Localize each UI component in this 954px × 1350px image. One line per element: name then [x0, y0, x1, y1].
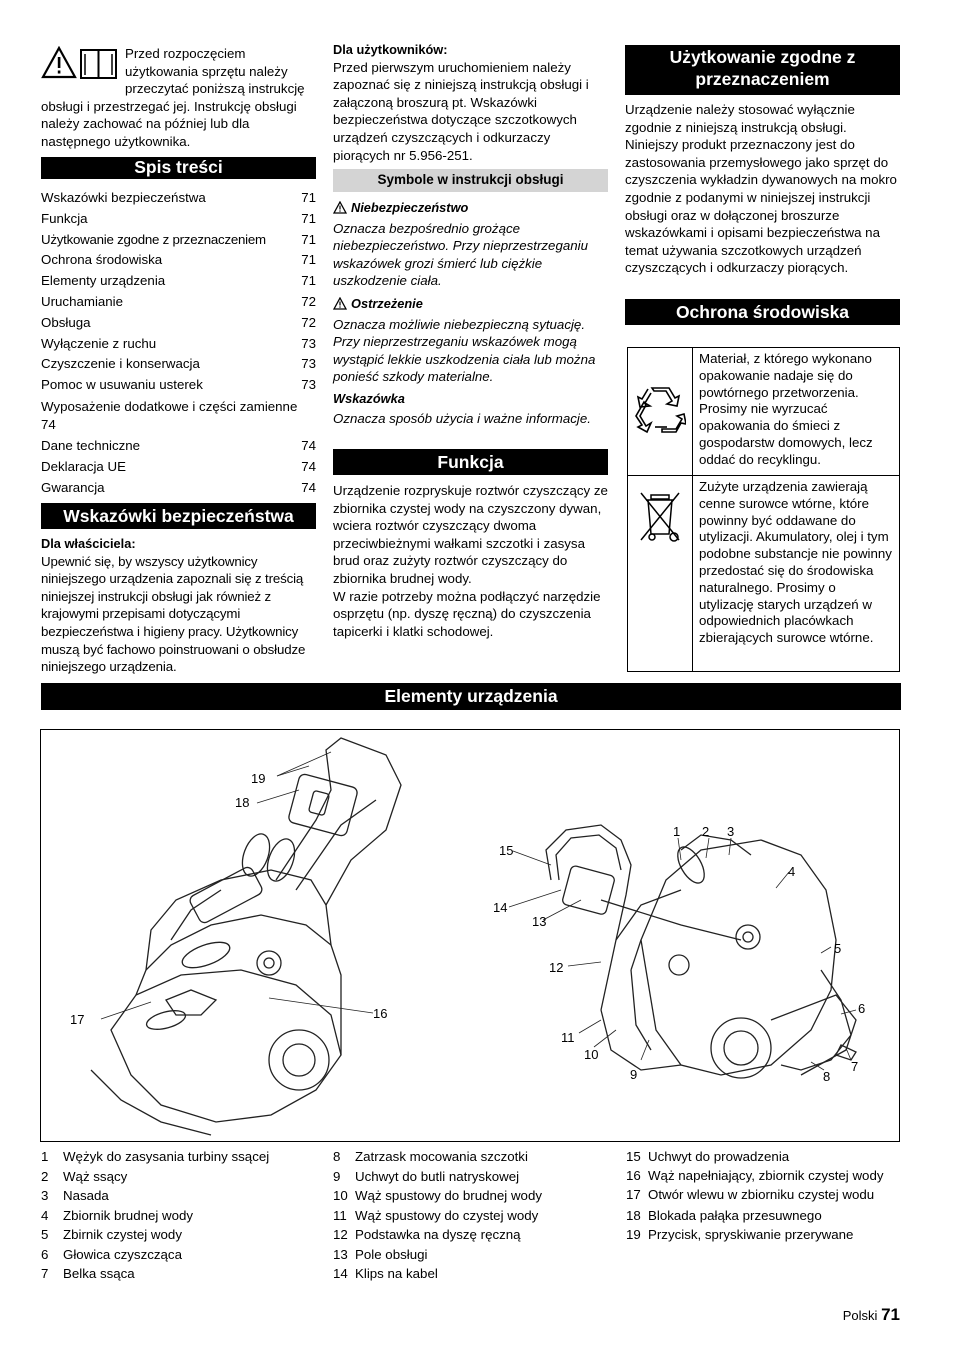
legend-item-number: 6	[41, 1246, 49, 1262]
intro-text-first: Przed rozpoczęciem użytkowania sprzętu należy	[125, 46, 288, 79]
legend-item	[41, 1147, 321, 1167]
legend-item-number: 7	[41, 1266, 49, 1281]
callout-number: 15	[499, 843, 514, 858]
left-front-window	[179, 937, 233, 973]
callout-number: 17	[70, 1012, 85, 1027]
danger-text: Oznacza bezpośrednio grożące niebezpieczeństwo. Przy nieprzestrzeganiu wskazówek grozi śmierć lub ciężkie uszkodzenie ciała.	[333, 220, 588, 289]
legend-item-label: Zatrzask mocowania szczotki	[355, 1149, 528, 1164]
legend-item-label: Wąż spustowy do brudnej wody	[355, 1188, 542, 1203]
danger-label: Niebezpieczeństwo	[351, 200, 469, 215]
note-text: Oznacza sposób użycia i ważne informacje.	[333, 410, 591, 426]
legend-col-3	[626, 1147, 901, 1245]
toc-item-label: Uruchamianie	[41, 293, 124, 309]
right-control-panel	[562, 865, 616, 915]
safety-title: Wskazówki bezpieczeństwa	[63, 506, 294, 526]
callout-number: 8	[823, 1069, 831, 1084]
legend-item	[333, 1245, 613, 1265]
toc-item-page: 74	[301, 479, 316, 495]
toc-item[interactable]	[41, 230, 316, 251]
legend-item-label: Wężyk do zasysania turbiny ssącej	[63, 1149, 270, 1164]
function-title: Funkcja	[437, 452, 504, 472]
legend-item-number: 3	[41, 1188, 49, 1203]
toc-item-label: Wskazówki bezpieczeństwa	[41, 190, 206, 205]
legend-item-label: Nasada	[63, 1188, 109, 1203]
callout-number: 19	[251, 771, 266, 786]
legend-item-label: Zbiornik brudnej wody	[63, 1207, 194, 1223]
toc-item-page: 74	[301, 458, 316, 474]
toc-item-page: 74	[41, 416, 56, 432]
toc-item-page: 73	[301, 335, 316, 351]
toc-item[interactable]	[41, 250, 316, 271]
right-handle	[546, 825, 631, 940]
intro-block	[41, 45, 316, 151]
recycle-text: Materiał, z którego wykonano opakowanie nadaje się do powtórnego przetworzenia. Prosimy nie wyrzucać opakowania do śmieci z gospodarstw domowych, lecz oddać do recyklingu.	[693, 348, 900, 476]
callout-number: 9	[630, 1067, 638, 1082]
legend-item-label: Blokada pałąka przesuwnego	[648, 1207, 822, 1223]
legend-item	[333, 1186, 613, 1206]
callout-number: 12	[549, 960, 564, 975]
function-section	[333, 482, 608, 640]
legend-item	[333, 1167, 613, 1187]
toc-item[interactable]	[41, 436, 316, 457]
toc-item-label: Wyposażenie dodatkowe i części zamienne	[41, 398, 298, 414]
legend-item-label: Wąż napełniający, zbiornik czystej wody	[648, 1167, 884, 1183]
elements-heading	[41, 683, 901, 710]
toc-item-label: Pomoc w usuwaniu usterek	[41, 377, 203, 393]
toc-item-page: 71	[301, 273, 316, 289]
legend-item-number: 1	[41, 1149, 49, 1164]
callout-number: 1	[673, 824, 681, 839]
legend-item-number: 16	[626, 1167, 641, 1183]
safety-heading	[41, 503, 316, 529]
legend-item-label: Wąż spustowy do czystej wody	[355, 1207, 539, 1223]
legend-item-number: 9	[333, 1168, 341, 1184]
table-of-contents	[41, 184, 316, 501]
toc-item-page: 72	[301, 293, 316, 309]
danger-warning-icon	[333, 201, 347, 219]
warning-label-row	[333, 295, 608, 315]
toc-item-label: Elementy urządzenia	[41, 273, 166, 289]
environment-row-disposal	[628, 476, 900, 672]
toc-item-label: Wyłączenie z ruchu	[41, 335, 157, 351]
legend-item	[626, 1186, 901, 1204]
toc-item[interactable]	[41, 478, 316, 499]
legend-item	[41, 1167, 321, 1187]
legend-item-number: 5	[41, 1227, 49, 1242]
warning-text: Oznacza możliwie niebezpieczną sytuację. Przy nieprzestrzeganiu wskazówek mogą wystąpić lekkie uszkodzenia ciała lub można ponieść szkody materialne.	[333, 316, 596, 385]
legend-item-number: 10	[333, 1188, 348, 1203]
legend-item	[626, 1167, 901, 1185]
legend-item	[333, 1147, 613, 1167]
warning-book-icons	[41, 46, 119, 82]
legend-item-number: 19	[626, 1227, 641, 1242]
intended-use-title: Użytkowanie zgodne z przeznaczeniem	[669, 47, 856, 89]
legend-item-label: Zbirnik czystej wody	[63, 1227, 182, 1242]
legend-item-label: Uchwyt do butli natryskowej	[355, 1168, 520, 1184]
toc-item-page: 73	[301, 356, 316, 372]
users-section	[333, 41, 608, 164]
caution-warning-icon	[333, 297, 347, 315]
intro-text-rest: przeczytać poniższą instrukcję obsługi i przestrzegać jej. Instrukcję obsługi należy zachować na później lub dla następnego użytkownika.	[41, 81, 305, 149]
legend-item-label: Podstawka na dyszę ręczną	[355, 1227, 521, 1242]
toc-item-page: 71	[301, 252, 316, 268]
legend-item-label: Otwór wlewu w zbiorniku czystej wodu	[648, 1187, 875, 1202]
legend-item-number: 18	[626, 1207, 641, 1223]
elements-title: Elementy urządzenia	[384, 686, 558, 706]
legend-item-number: 8	[333, 1149, 341, 1164]
legend-item-number: 11	[333, 1207, 347, 1223]
owner-heading: Dla właściciela:	[41, 536, 136, 551]
legend-col-2	[333, 1147, 613, 1284]
toc-item-label: Funkcja	[41, 210, 88, 226]
legend-item-number: 17	[626, 1187, 641, 1202]
legend-item-label: Klips na kabel	[355, 1266, 438, 1281]
function-text-1: Urządzenie rozpryskuje roztwór czyszczący ze zbiornika czystej wody na czyszczony dywan, wciera roztwór czyszczący dwoma przeciwbieżnymi wałkami szczotki i zasysa brud oraz zużyty roztwór czyszczący do zbiornika brudnej wody.	[333, 483, 608, 586]
toc-item-page: 71	[301, 210, 316, 226]
note-label: Wskazówka	[333, 390, 405, 406]
toc-item[interactable]	[41, 209, 316, 230]
intended-use-text: Urządzenie należy stosować wyłącznie zgodnie z niniejszą instrukcją obsługi. Niniejszy produkt przeznaczony jest do zastosowania przemysłowego jako sprzęt do czyszczenia wykładzin dywanowych na mokro zgodnie z podanymi w niniejszej instrukcji obsługi oraz w dołączonej broszurze wskazówkami i opisami bezpieczeństwa na temat używania szczotkowych urządzeń czyszczących i odkurzaczy piorących.	[625, 102, 897, 276]
toc-item[interactable]	[41, 313, 316, 334]
legend-item	[333, 1225, 613, 1245]
legend-item	[626, 1147, 901, 1167]
legend-item-number: 2	[41, 1168, 49, 1184]
device-illustration	[41, 730, 899, 1141]
recycle-icon	[634, 423, 686, 438]
warning-label: Ostrzeżenie	[351, 295, 423, 311]
toc-item-label: Obsługa	[41, 314, 91, 330]
toc-item-page: 72	[301, 314, 316, 330]
toc-item[interactable]	[41, 188, 316, 209]
environment-heading	[625, 299, 900, 325]
footer-language: Polski	[842, 1308, 878, 1323]
legend-item-label: Głowica czyszcząca	[63, 1246, 182, 1262]
owner-text: Upewnić się, by wszyscy użytkownicy niniejszego urządzenia zapoznali się z treścią niniejszej instrukcji obsługi jak również z krajowymi przepisami dotyczącymi bezpieczeństwa i higieny pracy. Użytkownicy muszą być fachowo poinstruowani o obsłudze niniejszego urządzenia.	[41, 553, 306, 675]
legend-item	[626, 1225, 901, 1245]
legend-item	[333, 1206, 613, 1226]
toc-title: Spis treści	[134, 157, 223, 177]
toc-item-label: Dane techniczne	[41, 438, 141, 454]
toc-item-label: Użytkowanie zgodne z przeznaczeniem	[41, 231, 266, 247]
right-machine-body	[641, 840, 836, 1075]
device-illustration-frame	[40, 729, 900, 1142]
legend-item-label: Wąż ssący	[63, 1168, 128, 1184]
toc-item-page: 73	[301, 377, 316, 393]
callout-number: 5	[834, 941, 842, 956]
environment-row-recycle	[628, 348, 900, 476]
callout-number: 11	[561, 1030, 575, 1045]
toc-item-label: Deklaracja UE	[41, 458, 126, 474]
toc-item-label: Ochrona środowiska	[41, 252, 163, 268]
toc-item-page: 74	[301, 438, 316, 454]
toc-item-page: 71	[301, 231, 316, 247]
callout-number: 3	[727, 824, 735, 839]
disposal-text: Zużyte urządzenia zawierają cenne surowce wtórne, które powinny być oddawane do utylizacji. Akumulatory, olej i tym podobne substancje nie powinny przedostać się do środowiska naturalnego. Prosimy o utylizację starych urządzeń w odpowiednich placówkach zbierających surowce wtórne.	[693, 476, 900, 672]
toc-item-label: Gwarancja	[41, 479, 105, 495]
users-text: Przed pierwszym uruchomieniem należy zapoznać się z niniejszą instrukcją obsługi i załączoną broszurą pt. Wskazówki bezpieczeństwa dotyczące szczotkowych urządzeń czyszczących i odkurzaczy piorących nr 5.956-251.	[333, 59, 589, 163]
page-number: 71	[881, 1305, 900, 1324]
toc-heading	[41, 157, 316, 179]
left-handle	[276, 738, 401, 905]
page-footer	[843, 1306, 900, 1325]
legend-item-label: Uchwyt do prowadzenia	[648, 1149, 790, 1164]
right-wheel	[711, 1018, 771, 1078]
toc-item[interactable]	[41, 334, 316, 355]
environment-table	[627, 347, 900, 672]
legend-item	[41, 1225, 321, 1245]
toc-item-label: Czyszczenie i konserwacja	[41, 356, 200, 372]
callout-number: 4	[788, 864, 796, 879]
toc-item-page: 71	[301, 190, 316, 205]
legend-item-number: 12	[333, 1227, 348, 1242]
callout-number: 13	[532, 914, 547, 929]
symbols-heading	[333, 169, 608, 192]
legend-item	[333, 1264, 613, 1284]
environment-title: Ochrona środowiska	[675, 302, 850, 322]
legend-item	[41, 1245, 321, 1265]
legend-item	[41, 1206, 321, 1226]
callout-number: 14	[493, 900, 508, 915]
callout-number: 2	[702, 824, 710, 839]
danger-label-row	[333, 199, 608, 219]
toc-item[interactable]	[41, 375, 316, 396]
symbols-title: Symbole w instrukcji obsługi	[377, 172, 564, 187]
toc-item[interactable]	[41, 396, 316, 436]
legend-item-number: 13	[333, 1246, 348, 1262]
users-heading: Dla użytkowników:	[333, 42, 448, 57]
toc-item[interactable]	[41, 271, 316, 292]
legend-item-label: Pole obsługi	[355, 1246, 428, 1262]
legend-item-label: Belka ssąca	[63, 1266, 135, 1281]
legend-item-label: Przycisk, spryskiwanie przerywane	[648, 1227, 854, 1242]
legend-item-number: 4	[41, 1207, 49, 1223]
callout-number: 10	[584, 1047, 599, 1062]
legend-item	[41, 1186, 321, 1206]
toc-item[interactable]	[41, 354, 316, 375]
callout-number: 18	[235, 795, 250, 810]
owner-section	[41, 535, 316, 676]
toc-item[interactable]	[41, 292, 316, 313]
symbols-section	[333, 199, 608, 427]
function-text-2: W razie potrzeby można podłączyć narzędzie osprzętu (np. dyszę ręczną) do czyszczenia tapicerki i klatki schodowej.	[333, 588, 601, 639]
legend-col-1	[41, 1147, 321, 1284]
function-heading	[333, 449, 608, 475]
intended-use-heading	[625, 45, 900, 95]
legend-item	[41, 1264, 321, 1284]
intended-use-section	[625, 101, 900, 277]
left-wheel	[269, 1030, 329, 1090]
callout-number: 7	[851, 1059, 859, 1074]
legend-item-number: 15	[626, 1149, 641, 1164]
legend-item-number: 14	[333, 1266, 348, 1281]
legend-item	[626, 1206, 901, 1226]
callout-number: 16	[373, 1006, 388, 1021]
toc-item[interactable]	[41, 457, 316, 478]
callout-number: 6	[858, 1001, 866, 1016]
crossed-bin-icon	[638, 532, 682, 547]
